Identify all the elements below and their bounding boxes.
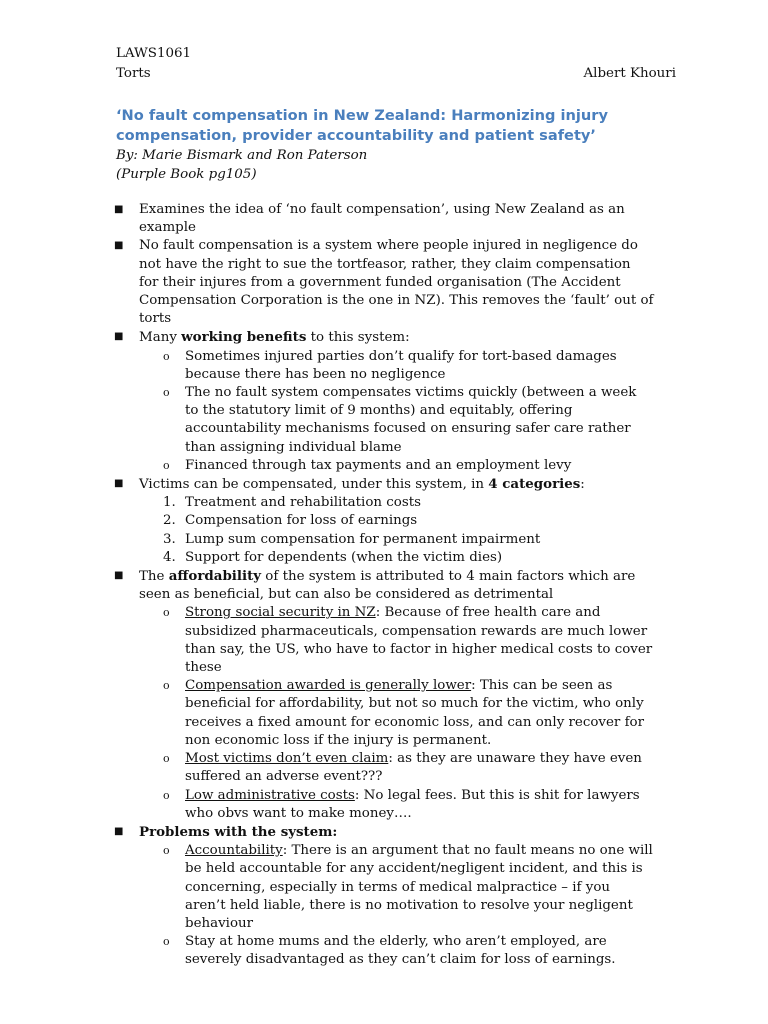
sub-heading: Most victims don’t even claim bbox=[185, 751, 389, 767]
subject: Torts bbox=[116, 66, 151, 81]
sub-heading: Compensation awarded is generally lower bbox=[185, 678, 472, 694]
numbered-list bbox=[139, 494, 654, 567]
numbered-text: Support for dependents (when the victim dies) bbox=[185, 549, 503, 565]
bullet-text-bold: working benefits bbox=[181, 329, 307, 346]
sub-marker: o bbox=[163, 935, 170, 949]
sub-marker: o bbox=[163, 386, 170, 400]
sub-text: : as they are unaware they have even suffered an adverse event??? bbox=[185, 751, 642, 785]
sub-item bbox=[139, 842, 654, 933]
sub-heading: Low administrative costs bbox=[185, 787, 355, 803]
bullet-item bbox=[114, 567, 654, 823]
sub-marker: o bbox=[163, 606, 170, 620]
header-row-2 bbox=[116, 64, 676, 84]
numbered-item bbox=[139, 512, 654, 530]
bullet-marker: ■ bbox=[114, 331, 124, 343]
bullet-item bbox=[114, 328, 654, 475]
sub-text: The no fault system compensates victims quickly (between a week to the statutory limit of 9 months) and equitably, offering accountability mechanisms focused on ensuring safer care rather than assigning individual blame bbox=[185, 385, 637, 455]
header-row-1 bbox=[116, 44, 676, 64]
numbered-text: Lump sum compensation for permanent impairment bbox=[185, 531, 541, 547]
bullet-item bbox=[114, 823, 654, 970]
sub-marker: o bbox=[163, 349, 170, 363]
sub-item bbox=[139, 604, 654, 677]
sub-item bbox=[139, 677, 654, 750]
bullet-text-pre: Victims can be compensated, under this system, in bbox=[139, 477, 489, 493]
notes-body bbox=[114, 201, 654, 970]
sub-item bbox=[139, 933, 654, 969]
bullet-item bbox=[114, 201, 654, 237]
bullet-text: No fault compensation is a system where people injured in negligence do not have the right to sue the tortfeasor, rather, they claim compensation for their injures from a government funded organisation (The Accident Compensation Corporation is the one in NZ). This removes the ‘fault’ out of torts bbox=[139, 238, 654, 327]
numbered-item bbox=[139, 549, 654, 567]
bullet-marker: ■ bbox=[114, 240, 124, 252]
sub-text: : No legal fees. But this is shit for lawyers who obvs want to make money…. bbox=[185, 787, 640, 821]
sub-text: Sometimes injured parties don’t qualify for tort-based damages because there has been no negligence bbox=[185, 348, 617, 382]
byline bbox=[116, 147, 367, 184]
sub-marker: o bbox=[163, 679, 170, 693]
bullet-marker: ■ bbox=[114, 478, 124, 490]
sub-heading: Strong social security in NZ bbox=[185, 605, 376, 621]
author-name: Albert Khouri bbox=[583, 66, 676, 81]
sub-list bbox=[139, 604, 654, 822]
number-marker: 1. bbox=[163, 495, 176, 511]
document-header bbox=[116, 44, 676, 84]
bullet-text-bold: affordability bbox=[168, 568, 262, 585]
article-source: (Purple Book pg105) bbox=[116, 166, 257, 182]
bullet-item bbox=[114, 475, 654, 567]
sub-list bbox=[139, 348, 654, 475]
bullet-list bbox=[114, 201, 654, 970]
bullet-text-pre: Many bbox=[139, 330, 182, 346]
bullet-item bbox=[114, 237, 654, 328]
sub-item bbox=[139, 457, 654, 475]
article-authors: By: Marie Bismark and Ron Paterson bbox=[116, 148, 368, 163]
sub-text: : This can be seen as beneficial for affordability, but not so much for the victim, who only receives a fixed amount for economic loss, and can only recover for non economic loss if the injury is permanent. bbox=[185, 678, 644, 748]
numbered-text: Compensation for loss of earnings bbox=[185, 513, 418, 529]
sub-item bbox=[139, 750, 654, 786]
sub-list bbox=[139, 842, 654, 969]
bullet-text-bold: Problems with the system: bbox=[139, 823, 338, 840]
bullet-text-pre: The bbox=[139, 569, 169, 585]
sub-item bbox=[139, 384, 654, 457]
bullet-text-post: to this system: bbox=[306, 330, 410, 346]
sub-marker: o bbox=[163, 788, 170, 802]
bullet-text-post: of the system is attributed to 4 main factors which are seen as beneficial, but can also be considered as detrimental bbox=[139, 569, 636, 603]
sub-text: : Because of free health care and subsidized pharmaceuticals, compensation rewards are much lower than say, the US, who have to factor in higher medical costs to cover these bbox=[185, 605, 653, 676]
number-marker: 3. bbox=[163, 531, 176, 547]
number-marker: 4. bbox=[163, 549, 176, 565]
sub-item bbox=[139, 787, 654, 823]
article-title: ‘No fault compensation in New Zealand: Harmonizing injury compensation, provider accountability and patient safety’ bbox=[116, 107, 609, 144]
number-marker: 2. bbox=[163, 513, 176, 529]
bullet-marker: ■ bbox=[114, 825, 124, 837]
sub-marker: o bbox=[163, 844, 170, 858]
sub-heading: Accountability bbox=[185, 843, 283, 859]
sub-text: : There is an argument that no fault means no one will be held accountable for any accident/negligent incident, and this is concerning, especially in terms of medical malpractice – if you aren’t held liable, there is no motivation to resolve your negligent behaviour bbox=[185, 843, 653, 931]
sub-marker: o bbox=[163, 458, 170, 472]
sub-text: Financed through tax payments and an employment levy bbox=[185, 457, 572, 473]
sub-marker: o bbox=[163, 752, 170, 766]
numbered-item bbox=[139, 531, 654, 549]
bullet-text-post: : bbox=[580, 477, 585, 493]
bullet-text: Examines the idea of ‘no fault compensation’, using New Zealand as an example bbox=[139, 202, 625, 236]
sub-item bbox=[139, 348, 654, 384]
course-code: LAWS1061 bbox=[116, 46, 192, 61]
numbered-text: Treatment and rehabilitation costs bbox=[185, 495, 421, 511]
bullet-marker: ■ bbox=[114, 204, 124, 215]
bullet-marker: ■ bbox=[114, 570, 124, 582]
bullet-text-bold: 4 categories bbox=[488, 476, 581, 493]
numbered-item bbox=[139, 494, 654, 512]
sub-text: Stay at home mums and the elderly, who aren’t employed, are severely disadvantaged as they can’t claim for loss of earnings. bbox=[185, 934, 616, 968]
